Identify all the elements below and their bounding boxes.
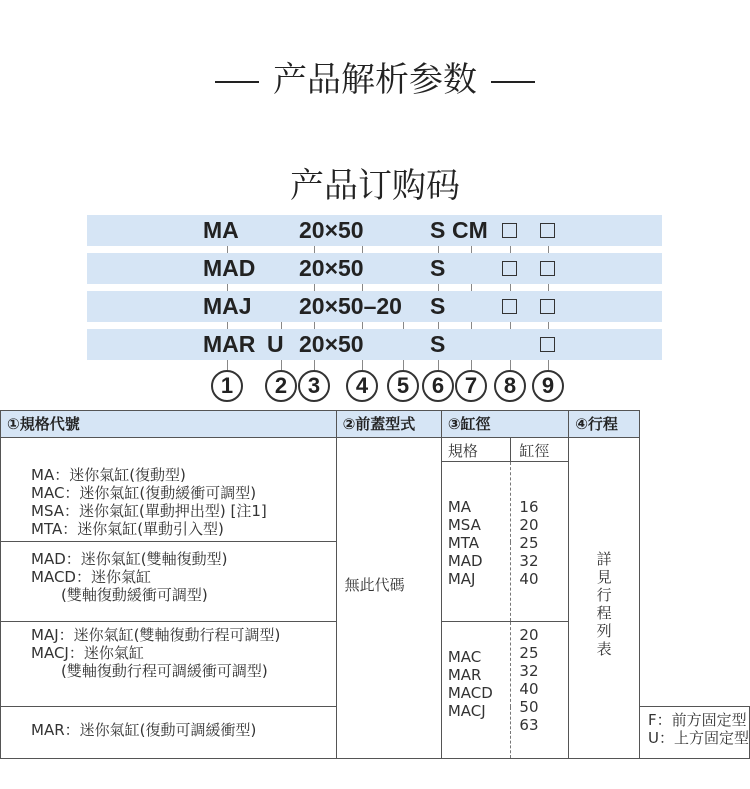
cover-none-text: 無此代碼 bbox=[344, 576, 405, 594]
code-option: CM bbox=[452, 217, 488, 243]
order-code-row bbox=[87, 253, 662, 284]
bore-subheader-model: 規格 bbox=[441, 438, 511, 462]
header-bore: ③缸徑 bbox=[441, 411, 568, 438]
order-code-row bbox=[87, 215, 662, 246]
stroke-cell bbox=[569, 438, 640, 759]
code-box bbox=[540, 337, 555, 352]
code-series: MA bbox=[203, 217, 239, 243]
cover-options-text: F：前方固定型 U：上方固定型 bbox=[648, 711, 749, 747]
spec-group-2: MAD：迷你氣缸(雙軸復動型) MACD：迷你氣缸 (雙軸復動緩衝可調型) bbox=[31, 550, 228, 604]
code-box bbox=[502, 223, 517, 238]
spec-table bbox=[0, 410, 750, 759]
title-dash-right bbox=[491, 81, 535, 83]
group-cell-2 bbox=[1, 542, 337, 622]
group-cell-1 bbox=[1, 438, 337, 542]
section-title-text: 产品解析参数 bbox=[273, 60, 477, 100]
header-front-cover: ②前蓋型式 bbox=[336, 411, 441, 438]
cover-options-cell bbox=[640, 707, 750, 759]
code-box bbox=[540, 223, 555, 238]
code-box bbox=[502, 261, 517, 276]
field-number-6: 6 bbox=[422, 370, 454, 402]
header-stroke: ④行程 bbox=[569, 411, 640, 438]
code-mount-code: U bbox=[267, 331, 284, 357]
code-size: 20×50 bbox=[299, 217, 364, 243]
field-number-3: 3 bbox=[298, 370, 330, 402]
stroke-text: 詳 見 行 程 列 表 bbox=[596, 550, 612, 658]
code-box bbox=[502, 299, 517, 314]
field-number-5: 5 bbox=[387, 370, 419, 402]
code-series: MAD bbox=[203, 255, 256, 281]
bore-models-2 bbox=[441, 622, 511, 759]
group-cell-3 bbox=[1, 622, 337, 707]
code-size: 20×50–20 bbox=[299, 293, 402, 319]
header-spec-code: ①規格代號 bbox=[1, 411, 337, 438]
field-number-8: 8 bbox=[494, 370, 526, 402]
field-number-9: 9 bbox=[532, 370, 564, 402]
code-mount: S bbox=[430, 217, 446, 243]
cover-none-cell bbox=[336, 438, 441, 759]
bore-models-1-text: MA MSA MTA MAD MAJ bbox=[447, 498, 483, 588]
code-box bbox=[540, 299, 555, 314]
section-title bbox=[0, 52, 750, 101]
bore-sizes-2-text: 20 25 32 40 50 63 bbox=[519, 626, 539, 734]
spec-group-1: MA：迷你氣缸(復動型) MAC：迷你氣缸(復動緩衝可調型) MSA：迷你氣缸(單動押出型) [注1] MTA：迷你氣缸(單動引入型) bbox=[31, 466, 267, 538]
bore-sizes-2 bbox=[511, 622, 569, 759]
field-number-2: 2 bbox=[265, 370, 297, 402]
code-size: 20×50 bbox=[299, 255, 364, 281]
code-size: 20×50 bbox=[299, 331, 364, 357]
bore-models-1 bbox=[441, 462, 511, 622]
field-number-4: 4 bbox=[346, 370, 378, 402]
group-cell-4 bbox=[1, 707, 337, 759]
order-code-title: 产品订购码 bbox=[290, 166, 460, 206]
bore-sizes-1 bbox=[511, 462, 569, 622]
bore-models-2-text: MAC MAR MACD MACJ bbox=[447, 648, 493, 720]
bore-sizes-1-text: 16 20 25 32 40 bbox=[519, 498, 539, 588]
field-number-1: 1 bbox=[211, 370, 243, 402]
bore-subheader-size: 缸徑 bbox=[511, 438, 569, 462]
code-mount: S bbox=[430, 331, 446, 357]
spec-group-3: MAJ：迷你氣缸(雙軸復動行程可調型) MACJ：迷你氣缸 (雙軸復動行程可調緩衝可調型) bbox=[31, 626, 281, 680]
code-mount: S bbox=[430, 255, 446, 281]
code-box bbox=[540, 261, 555, 276]
code-series: MAJ bbox=[203, 293, 252, 319]
spec-group-4: MAR：迷你氣缸(復動可調緩衝型) bbox=[31, 721, 257, 739]
code-series: MAR bbox=[203, 331, 256, 357]
field-number-7: 7 bbox=[455, 370, 487, 402]
title-dash-left bbox=[215, 81, 259, 83]
order-code-row bbox=[87, 329, 662, 360]
code-mount: S bbox=[430, 293, 446, 319]
